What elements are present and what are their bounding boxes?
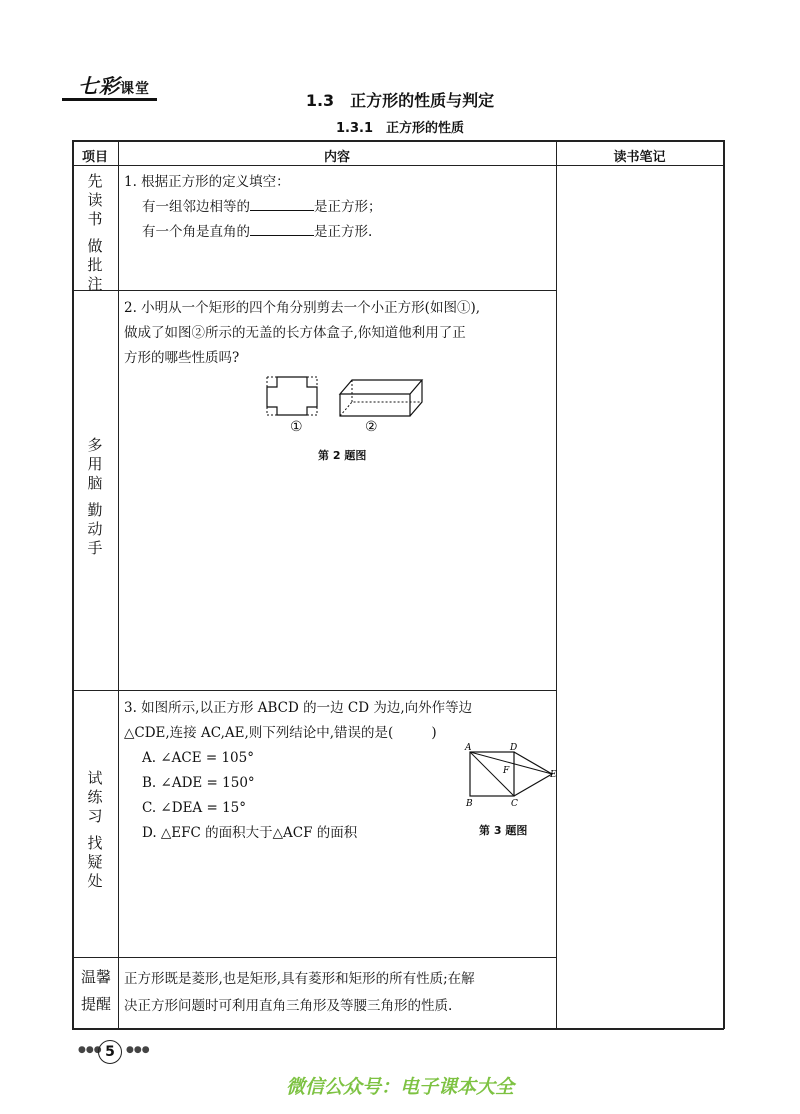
tip-text (124, 966, 554, 1020)
row-divider-1 (72, 290, 557, 291)
row-label-char: 做 (87, 237, 103, 255)
figure-3-caption: 第 3 题图 (479, 824, 528, 837)
row-label-tip (76, 964, 116, 1018)
row-label-char: 习 (87, 807, 103, 825)
option-a[interactable]: A. ∠ACE = 105° (142, 750, 254, 766)
figure-2-caption: 第 2 题图 (318, 449, 367, 462)
triangle-cde (514, 752, 552, 796)
page-dots-right: ●●● (126, 1045, 150, 1055)
row-label-char: 找 (87, 834, 103, 852)
row-label-practice (77, 769, 113, 891)
point-label-b: B (466, 799, 473, 809)
row-label-char: 批 (87, 256, 103, 274)
header-content: 内容 (323, 150, 350, 165)
text: 是正方形. (314, 224, 373, 240)
answer-blank-2[interactable] (250, 221, 314, 236)
column-divider-1 (118, 140, 119, 1029)
figure-label-2: ② (365, 419, 378, 435)
row-label-word: 温馨 (80, 968, 111, 986)
page-number: 5 (98, 1040, 122, 1064)
question-1-line-a (124, 195, 552, 220)
question-2-line: 做成了如图②所示的无盖的长方体盒子,你知道他利用了正 (124, 325, 466, 341)
row-label-char: 勤 (87, 501, 103, 519)
text: 是正方形； (314, 199, 382, 215)
row-label-char: 处 (87, 872, 103, 890)
row-divider-3 (72, 957, 557, 958)
text: 有一组邻边相等的 (142, 199, 250, 215)
header-notes: 读书笔记 (613, 150, 666, 165)
option-c[interactable]: C. ∠DEA = 15° (142, 800, 246, 816)
row-label-char: 练 (87, 788, 103, 806)
row-label-gap (77, 229, 113, 237)
point-label-a: A (465, 743, 472, 753)
table-border-left (72, 140, 74, 1029)
question-3-line: 3. 如图所示,以正方形 ABCD 的一边 CD 为边,向外作等边 (124, 700, 473, 716)
row-label-word: 提醒 (80, 995, 111, 1013)
section-title: 1.3 正方形的性质与判定 (305, 91, 495, 110)
question-1-line-b (124, 220, 552, 245)
point-label-e: E (550, 770, 557, 780)
row-label-gap (77, 826, 113, 834)
logo-text: 七彩 (78, 74, 120, 98)
row-label-char: 动 (87, 520, 103, 538)
cut-rectangle-shape (267, 377, 317, 415)
figure-2-illustration (262, 372, 442, 422)
segment-ae (470, 752, 552, 774)
table-border-bottom (72, 1028, 724, 1030)
subsection-title: 1.3.1 正方形的性质 (335, 121, 464, 136)
column-divider-2 (556, 140, 557, 1029)
point-label-d: D (510, 743, 518, 753)
watermark-text: 微信公众号：电子课本大全 (285, 1076, 514, 1098)
table-border-top (72, 140, 724, 142)
table-border-right (723, 140, 725, 1029)
option-b[interactable]: B. ∠ADE = 150° (142, 775, 255, 791)
page-dots-left: ●●● (78, 1045, 102, 1055)
tip-line: 决正方形问题时可利用直角三角形及等腰三角形的性质. (124, 998, 453, 1014)
text: ) (431, 725, 437, 741)
row-label-char: 注 (87, 275, 103, 293)
row-label-char: 疑 (87, 853, 103, 871)
point-label-f: F (503, 766, 510, 776)
question-2 (124, 296, 554, 371)
row-label-char: 先 (87, 172, 103, 190)
row-label-char: 脑 (87, 474, 103, 492)
row-divider-2 (72, 690, 557, 691)
logo-small-text: 课堂 (120, 81, 150, 97)
row-label-char: 多 (87, 436, 103, 454)
row-label-char: 读 (87, 191, 103, 209)
question-1 (124, 170, 552, 245)
row-label-char: 试 (87, 769, 103, 787)
row-label-gap (77, 493, 113, 501)
row-label-read (77, 172, 113, 294)
row-label-char: 用 (87, 455, 103, 473)
point-label-c: C (511, 799, 518, 809)
option-d[interactable]: D. △EFC 的面积大于△ACF 的面积 (142, 825, 358, 841)
figure-3-geometry (462, 740, 558, 810)
answer-blank-1[interactable] (250, 196, 314, 211)
text: △CDE,连接 AC,AE,则下列结论中,错误的是( (124, 725, 394, 741)
text: 有一个角是直角的 (142, 224, 250, 240)
question-2-line: 方形的哪些性质吗? (124, 350, 240, 366)
header-divider (72, 165, 724, 166)
row-label-char: 手 (87, 539, 103, 557)
row-label-think (77, 436, 113, 558)
row-label-char: 书 (87, 210, 103, 228)
header-item: 项目 (81, 150, 108, 165)
cut-corner-dashes (267, 377, 317, 415)
question-2-line: 2. 小明从一个矩形的四个角分别剪去一个小正方形(如图①), (124, 300, 480, 316)
question-1-stem: 1. 根据正方形的定义填空： (124, 174, 290, 190)
tip-line: 正方形既是菱形,也是矩形,具有菱形和矩形的所有性质;在解 (124, 971, 475, 987)
figure-label-1: ① (290, 419, 303, 435)
